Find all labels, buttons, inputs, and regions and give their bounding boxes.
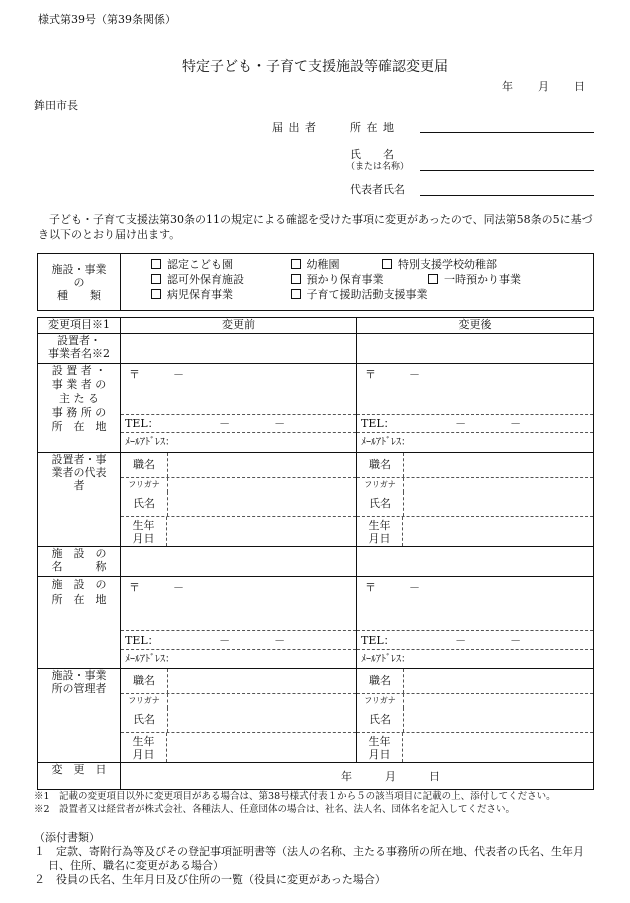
operator-name-after[interactable]	[357, 334, 594, 364]
note-2: ※2 設置者又は経営者が株式会社、各種法人、任意団体の場合は、社名、法人名、団体名を記入してください。	[34, 804, 516, 815]
option-ninkagai-hoiku[interactable]: 認可外保育施設	[151, 273, 287, 286]
option-nintei-kodomoen[interactable]: 認定こども園	[151, 258, 287, 271]
submitter-rep-field[interactable]	[420, 195, 594, 196]
postal-field[interactable]: 〒 －	[365, 368, 420, 381]
field-title-label: 職名	[357, 669, 404, 693]
field-furigana-label: フリガナ	[121, 478, 168, 492]
facility-name-before[interactable]	[121, 547, 357, 577]
field-title-label: 職名	[121, 669, 168, 693]
operator-office-before[interactable]	[121, 364, 357, 453]
row-label-change-date: 変 更 日	[51, 763, 107, 776]
operator-office-after[interactable]	[357, 364, 594, 453]
row-label-facility-name: 施 設 の 名 称	[51, 547, 107, 573]
submitter-address-label: 所 在 地	[350, 121, 395, 134]
mail-field[interactable]: ﾒｰﾙｱﾄﾞﾚｽ：	[357, 649, 593, 668]
attachment-item-1: １ 定款、寄附行為等及びその登記事項証明書等（法人の名称、主たる事務所の所在地、代表者の氏名、生年月日、住所、職名に変更がある場合）	[34, 845, 584, 872]
submitter-rep-label: 代表者氏名	[350, 183, 405, 196]
checkbox[interactable]	[382, 259, 392, 269]
header-after: 変更後	[357, 318, 594, 334]
field-furigana-label: フリガナ	[357, 694, 404, 708]
option-tokubetsu-shien[interactable]: 特別支援学校幼稚部	[382, 258, 497, 271]
date-month: 月	[538, 80, 549, 93]
field-furigana-label: フリガナ	[357, 478, 404, 492]
mail-field[interactable]: ﾒｰﾙｱﾄﾞﾚｽ：	[357, 432, 593, 450]
facility-manager-after[interactable]	[357, 669, 594, 763]
facility-address-after[interactable]	[357, 577, 594, 669]
option-azukari-hoiku[interactable]: 預かり保育事業	[291, 273, 425, 286]
change-date-field[interactable]	[121, 763, 594, 790]
field-title-label: 職名	[121, 453, 168, 477]
field-furigana-label: フリガナ	[121, 694, 168, 708]
facility-name-after[interactable]	[357, 547, 594, 577]
facility-type-label-line: 施設・事業	[51, 262, 107, 276]
attachment-item-2: ２ 役員の氏名、生年月日及び住所の一覧（役員に変更があった場合）	[34, 873, 386, 886]
checkbox[interactable]	[291, 274, 301, 284]
row-label-facility-address: 施 設 の 所 在 地	[51, 578, 107, 606]
operator-rep-before[interactable]	[121, 453, 357, 547]
field-name-label: 氏名	[357, 708, 404, 732]
postal-field[interactable]: 〒 －	[129, 581, 184, 594]
facility-type-label-line: 種 類	[57, 288, 101, 302]
submitter-name-field[interactable]	[420, 170, 594, 171]
tel-field[interactable]: TEL： － －	[121, 630, 356, 649]
attachments	[34, 831, 600, 887]
row-label-facility-manager: 施設・事業 所の管理者	[51, 669, 107, 695]
facility-type-table	[37, 253, 594, 311]
page-title: 特定子ども・子育て支援施設等確認変更届	[182, 59, 448, 75]
operator-name-before[interactable]	[121, 334, 357, 364]
row-label-operator-office: 設 置 者 ・ 事 業 者 の 主 た る 事 務 所 の 所 在 地	[51, 364, 107, 433]
tel-field[interactable]: TEL： － －	[357, 414, 593, 432]
option-ichiji-azukari[interactable]: 一時預かり事業	[428, 273, 521, 286]
tel-field[interactable]: TEL： － －	[357, 630, 593, 649]
row-label-operator-name: 設置者・ 事業者名※2	[48, 334, 110, 360]
facility-manager-before[interactable]	[121, 669, 357, 763]
note-1: ※1 記載の変更項目以外に変更項目がある場合は、第38号様式付表１から５の該当項目に記載の上、添付してください。	[34, 791, 556, 802]
operator-rep-after[interactable]	[357, 453, 594, 547]
facility-type-label-line: の	[73, 275, 85, 289]
mail-field[interactable]: ﾒｰﾙｱﾄﾞﾚｽ：	[121, 432, 356, 450]
date-year: 年	[502, 80, 513, 93]
field-birth-label: 生年 月日	[121, 733, 167, 762]
change-date-value: 年 月 日	[341, 770, 440, 783]
form-number: 様式第39号（第39条関係）	[38, 13, 176, 26]
field-name-label: 氏名	[121, 492, 168, 516]
submitter-name-sub: （または名称）	[346, 162, 410, 172]
checkbox[interactable]	[151, 259, 161, 269]
header-before: 変更前	[121, 318, 357, 334]
postal-field[interactable]: 〒 －	[365, 581, 420, 594]
addressee: 鉾田市長	[34, 99, 78, 112]
checkbox[interactable]	[291, 259, 301, 269]
option-byoji-hoiku[interactable]: 病児保育事業	[151, 288, 287, 301]
field-birth-label: 生年 月日	[357, 517, 403, 546]
checkbox[interactable]	[151, 289, 161, 299]
field-birth-label: 生年 月日	[357, 733, 403, 762]
submitter-name-label: 氏 名	[350, 148, 394, 161]
field-birth-label: 生年 月日	[121, 517, 167, 546]
field-name-label: 氏名	[357, 492, 404, 516]
field-title-label: 職名	[357, 453, 404, 477]
option-kosodate-enjo[interactable]: 子育て援助活動支援事業	[291, 288, 428, 301]
mail-field[interactable]: ﾒｰﾙｱﾄﾞﾚｽ：	[121, 649, 356, 668]
facility-type-label-cell	[38, 254, 121, 311]
header-item: 変更項目※1	[38, 318, 121, 334]
postal-field[interactable]: 〒 －	[129, 368, 184, 381]
checkbox[interactable]	[428, 274, 438, 284]
field-name-label: 氏名	[121, 708, 168, 732]
notes	[34, 790, 624, 816]
checkbox[interactable]	[291, 289, 301, 299]
change-table	[37, 317, 594, 790]
option-yochien[interactable]: 幼稚園	[291, 258, 379, 271]
intro-text: 子ども・子育て支援法第30条の11の規定による確認を受けた事項に変更があったので、同法第58条の5に基づき以下のとおり届け出ます。	[38, 213, 593, 241]
checkbox[interactable]	[151, 274, 161, 284]
date-day: 日	[574, 80, 585, 93]
submitter-heading: 届 出 者	[272, 121, 317, 134]
submitter-address-field[interactable]	[420, 132, 594, 133]
attachments-heading: （添付書類）	[34, 831, 100, 844]
facility-type-options	[121, 254, 594, 311]
tel-field[interactable]: TEL： － －	[121, 414, 356, 432]
facility-address-before[interactable]	[121, 577, 357, 669]
row-label-operator-rep: 設置者・事 業者の代表 者	[51, 453, 107, 492]
